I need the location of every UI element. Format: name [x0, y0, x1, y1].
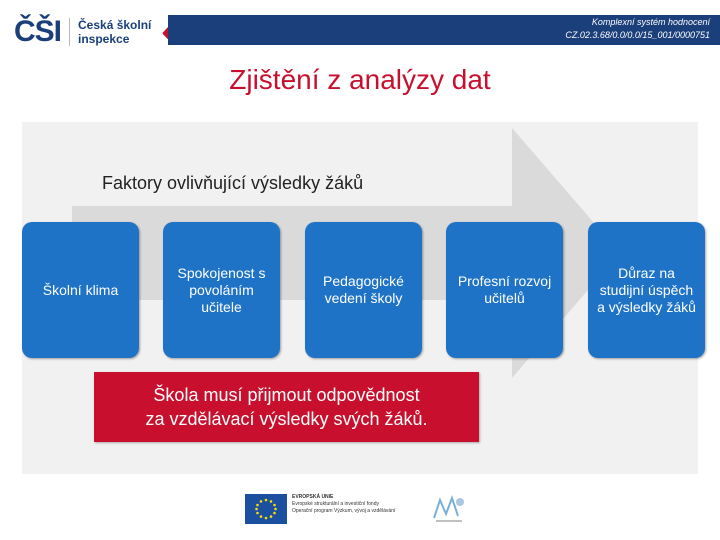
project-line1: Komplexní systém hodnocení	[591, 17, 710, 27]
eu-flag-icon	[245, 494, 287, 524]
logo-line2: inspekce	[78, 32, 130, 46]
project-line2: CZ.02.3.68/0.0/0.0/15_001/0000751	[565, 30, 710, 40]
logo-line1: Česká školní	[78, 18, 152, 32]
conclusion-callout	[94, 372, 479, 442]
callout-line1: Škola musí přijmout odpovědnost	[153, 385, 420, 405]
logo-mark: ČŠI	[14, 15, 62, 48]
header	[0, 0, 720, 62]
logo-separator	[69, 18, 70, 46]
footer-logos	[245, 492, 515, 528]
factor-box-4: Profesní rozvoj učitelů	[446, 222, 563, 358]
factors-heading: Faktory ovlivňující výsledky žáků	[102, 173, 364, 193]
callout-line2: za vzdělávací výsledky svých žáků.	[145, 409, 428, 429]
factor-box-1: Školní klima	[22, 222, 139, 358]
chevrons-icon: ‹‹‹	[161, 15, 168, 48]
eu-line1: EVROPSKÁ UNIE	[292, 494, 334, 500]
project-bar	[168, 15, 720, 45]
eu-text	[292, 494, 395, 515]
msmt-logo-icon	[430, 494, 468, 524]
factor-box-3: Pedagogické vedení školy	[305, 222, 422, 358]
slide-title: Zjištění z analýzy dat	[229, 64, 491, 95]
factor-box-2: Spokojenost s povoláním učitele	[163, 222, 280, 358]
project-text	[565, 16, 710, 42]
eu-line2: Evropské strukturální a investiční fondy	[292, 501, 379, 507]
factor-box-5: Důraz na studijní úspěch a výsledky žáků	[588, 222, 705, 358]
eu-line3: Operační program Výzkum, vývoj a vzdělávání	[292, 508, 396, 514]
logo-text	[78, 18, 151, 46]
csi-logo	[14, 14, 167, 50]
